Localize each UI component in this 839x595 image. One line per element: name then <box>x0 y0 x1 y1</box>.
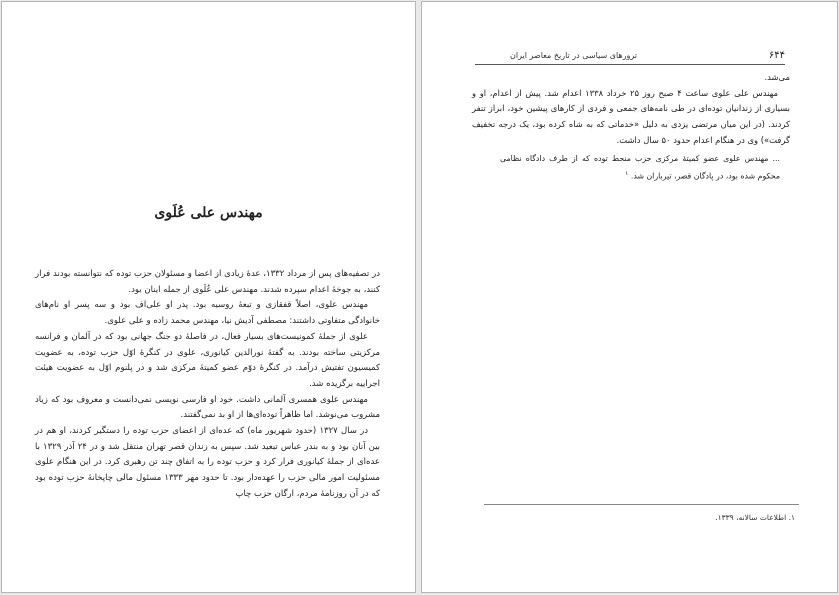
right-body-text <box>472 70 790 184</box>
footnote-marker: ۱ <box>625 170 629 178</box>
running-head <box>475 50 785 65</box>
right-page <box>421 1 838 593</box>
left-paragraph: مهندس علوی همسری آلمانی داشت. خود او فارسی نویسی نمی‌دانست و معروف بود که زیاد مشروب می‌نوشد. اما ظاهراً توده‌ای‌ها از او بد نمی‌گفتند. <box>35 394 380 421</box>
footnote-divider <box>484 504 799 505</box>
left-page <box>1 1 416 593</box>
footnote: ۱. اطلاعات سالانه، ۱۳۳۹. <box>715 513 795 522</box>
block-quote <box>472 151 790 185</box>
left-paragraph: در سال ۱۳۲۷ (حدود شهریور ماه) که عده‌ای از اعضای حزب توده را دستگیر کردند، او هم در بین آنان بود و به بندر عباس تبعید شد. سپس به زندان قصر تهران منتقل شد و در ۲۴ آذر ۱۳۲۹ با عده‌ای از جملهٔ کیانوری فرار کرد و حزب توده را به اتفاق چند تن رهبری کرد. در این هنگام علوی مسئولیت امور مالی حزب را عهده‌دار بود. تا حدود مهر ۱۳۳۳ مسئول مالی چاپخانهٔ حزب توده بود که در آن روزنامهٔ مردم، ارگان حزب چاپ <box>35 426 380 499</box>
left-paragraph: مهندس علوی، اصلاً قفقازی و تبعهٔ روسیه بود. پدر او علی‌اف بود و سه پسر او نام‌های خانوادگی متفاوتی داشتند: مصطفی آدیش نیا، مهندس محمد زاده و علی علوی. <box>35 300 380 327</box>
quote-text: ... مهندس علوی عضو کمیتهٔ مرکزی حزب منحط توده که از طرف دادگاه نظامی محکوم شده بود، در پادگان قصر، تیرباران شد. <box>500 153 780 181</box>
left-paragraph: در تصفیه‌های پس از مرداد ۱۳۳۲، عدهٔ زیادی از اعضا و مسئولان حزب توده که نتوانسته بودند فرار کنند، به جوخهٔ اعدام سپرده شدند. مهندس علی عُلَوی از جمله اینان بود. <box>35 269 381 295</box>
chapter-title: مهندس علی عُلَوی <box>154 205 263 221</box>
left-paragraph: علوی از جملهٔ کمونیست‌های بسیار فعال، در فاصلهٔ دو جنگ جهانی بود که در آلمان و فرانسه مرکزیتی ساخته بودند. به گفتهٔ نورالدین کیانوری، علوی در کنگرهٔ اوّل حزب توده، به عضویت کمیسیون تفتیش درآمد. در کنگرهٔ دوّم عضو کمیتهٔ مرکزی شد و در پلنوم اوّل به عضویت هیئت اجراییه برگزیده شد. <box>35 331 380 389</box>
book-title: ترورهای سیاسی در تاریخ معاصر ایران <box>510 51 638 60</box>
right-paragraph: مهندس علی علوی ساعت ۴ صبح روز ۲۵ خرداد ۱۳۳۸ اعدام شد. پیش از اعدام، او و بسیاری از زندانیان توده‌ای در طی نامه‌های جمعی و فردی از کارهای پیشین خود، ابراز تنفر کردند. (در این میان مرتضی یزدی به دلیل «خدماتی که به شاه کرده بود، یک درجه تخفیف گرفت») وی در هنگام اعدام حدود ۵۰ سال داشت. <box>472 87 790 145</box>
page-number: ۶۴۴ <box>768 50 785 61</box>
opening-line: می‌شد. <box>764 72 790 82</box>
left-body-text <box>35 267 380 503</box>
